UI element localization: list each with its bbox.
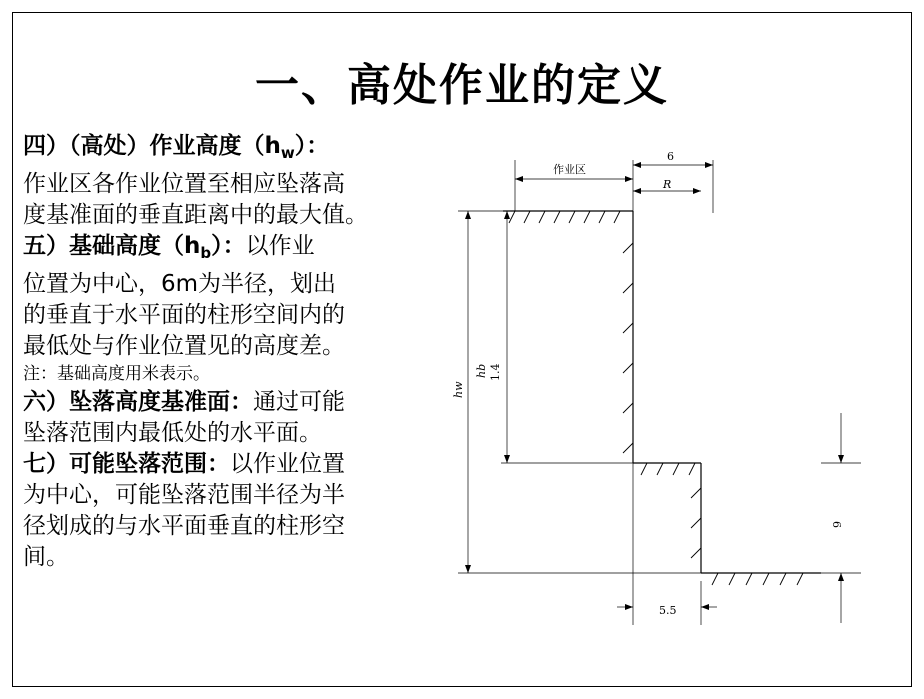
label-hb: hb bbox=[475, 363, 488, 378]
label-hw: hw bbox=[452, 381, 465, 398]
item-4-line: 作业区各作业位置至相应坠落高 bbox=[23, 171, 345, 197]
slide bbox=[12, 12, 912, 687]
item-5-heading: 五）基础高度$(h_b)$：以作业 bbox=[23, 233, 315, 262]
height-diagram bbox=[13, 13, 913, 688]
item-6-heading: 六）坠落高度基准面：通过可能 bbox=[23, 389, 345, 415]
item-4-line: 度基准面的垂直距离中的最大值。 bbox=[23, 202, 368, 228]
label-r: R bbox=[663, 178, 672, 191]
item-7-line: 径划成的与水平面垂直的柱形空 bbox=[23, 513, 345, 539]
label-six-right: 6 bbox=[830, 521, 843, 528]
label-5-5: 5.5 bbox=[659, 604, 677, 617]
label-1-4: 1.4 bbox=[489, 363, 502, 381]
item-5-note: 注：基础高度用米表示。 bbox=[23, 364, 210, 384]
item-5-line: 的垂直于水平面的柱形空间内的 bbox=[23, 302, 345, 328]
item-5-line: 最低处与作业位置见的高度差。 bbox=[23, 333, 345, 359]
item-6-line: 坠落范围内最低处的水平面。 bbox=[23, 420, 322, 446]
item-5-line: 位置为中心，6m为半径，划出 bbox=[23, 271, 337, 297]
item-4-heading: 四）（高处）作业高度$(h_w)$： bbox=[23, 133, 330, 162]
page-title: 一、高处作业的定义 bbox=[255, 60, 669, 111]
item-7-line: 间。 bbox=[23, 544, 69, 570]
label-six-top: 6 bbox=[667, 150, 674, 163]
item-7-heading: 七）可能坠落范围：以作业位置 bbox=[23, 451, 345, 477]
label-work-zone: 作业区 bbox=[553, 163, 586, 176]
item-7-line: 为中心，可能坠落范围半径为半 bbox=[23, 482, 345, 508]
